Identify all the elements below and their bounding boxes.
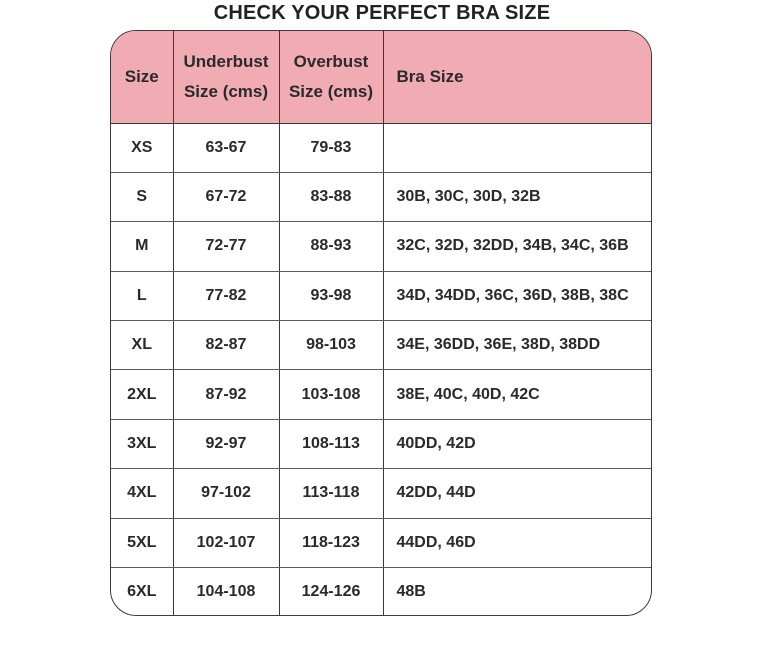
cell-underbust: 72-77 (173, 222, 279, 271)
cell-overbust: 83-88 (279, 172, 383, 221)
cell-bra-size (383, 123, 651, 172)
cell-size: 4XL (111, 469, 173, 518)
cell-size: 2XL (111, 370, 173, 419)
cell-underbust: 63-67 (173, 123, 279, 172)
cell-overbust: 93-98 (279, 271, 383, 320)
header-bra-size (383, 31, 651, 123)
cell-bra-size: 40DD, 42D (383, 419, 651, 468)
cell-size: 6XL (111, 568, 173, 616)
cell-size: 5XL (111, 518, 173, 567)
cell-underbust: 82-87 (173, 321, 279, 370)
header-bra-size-label: Bra Size (396, 66, 464, 86)
cell-overbust: 88-93 (279, 222, 383, 271)
cell-bra-size: 30B, 30C, 30D, 32B (383, 172, 651, 221)
cell-bra-size: 32C, 32D, 32DD, 34B, 34C, 36B (383, 222, 651, 271)
cell-bra-size: 44DD, 46D (383, 518, 651, 567)
size-table (111, 31, 651, 616)
table-row (111, 172, 651, 221)
cell-overbust: 98-103 (279, 321, 383, 370)
cell-underbust: 92-97 (173, 419, 279, 468)
header-underbust-line2: Size (cms) (183, 81, 269, 101)
page-title: CHECK YOUR PERFECT BRA SIZE (213, 2, 551, 24)
table-row (111, 370, 651, 419)
cell-bra-size: 34E, 36DD, 36E, 38D, 38DD (383, 321, 651, 370)
cell-size: L (111, 271, 173, 320)
header-underbust-line1: Underbust (183, 51, 269, 71)
cell-underbust: 104-108 (173, 568, 279, 616)
cell-overbust: 113-118 (279, 469, 383, 518)
cell-underbust: 77-82 (173, 271, 279, 320)
header-overbust (279, 31, 383, 123)
cell-bra-size: 34D, 34DD, 36C, 36D, 38B, 38C (383, 271, 651, 320)
header-overbust-line2: Size (cms) (288, 81, 374, 101)
header-size (111, 31, 173, 123)
size-chart (110, 30, 652, 616)
cell-size: S (111, 172, 173, 221)
cell-size: M (111, 222, 173, 271)
cell-underbust: 67-72 (173, 172, 279, 221)
cell-underbust: 97-102 (173, 469, 279, 518)
cell-bra-size: 48B (396, 583, 426, 601)
table-row (111, 469, 651, 518)
cell-overbust: 79-83 (279, 123, 383, 172)
cell-bra-size: 38E, 40C, 40D, 42C (383, 370, 651, 419)
table-row (111, 419, 651, 468)
table-row (111, 123, 651, 172)
cell-size: 3XL (111, 419, 173, 468)
cell-overbust: 103-108 (279, 370, 383, 419)
cell-overbust: 108-113 (279, 419, 383, 468)
table-row (111, 321, 651, 370)
cell-underbust: 87-92 (173, 370, 279, 419)
table-row (111, 568, 651, 616)
table-row (111, 271, 651, 320)
table-header-row (111, 31, 651, 123)
cell-overbust: 124-126 (279, 568, 383, 616)
table-row (111, 518, 651, 567)
cell-size: XS (111, 123, 173, 172)
cell-size: XL (111, 321, 173, 370)
cell-underbust: 102-107 (173, 518, 279, 567)
cell-bra-size: 42DD, 44D (383, 469, 651, 518)
header-underbust (173, 31, 279, 123)
table-row (111, 222, 651, 271)
header-overbust-line1: Overbust (293, 51, 369, 71)
cell-overbust: 118-123 (279, 518, 383, 567)
header-size-label: Size (124, 66, 159, 86)
